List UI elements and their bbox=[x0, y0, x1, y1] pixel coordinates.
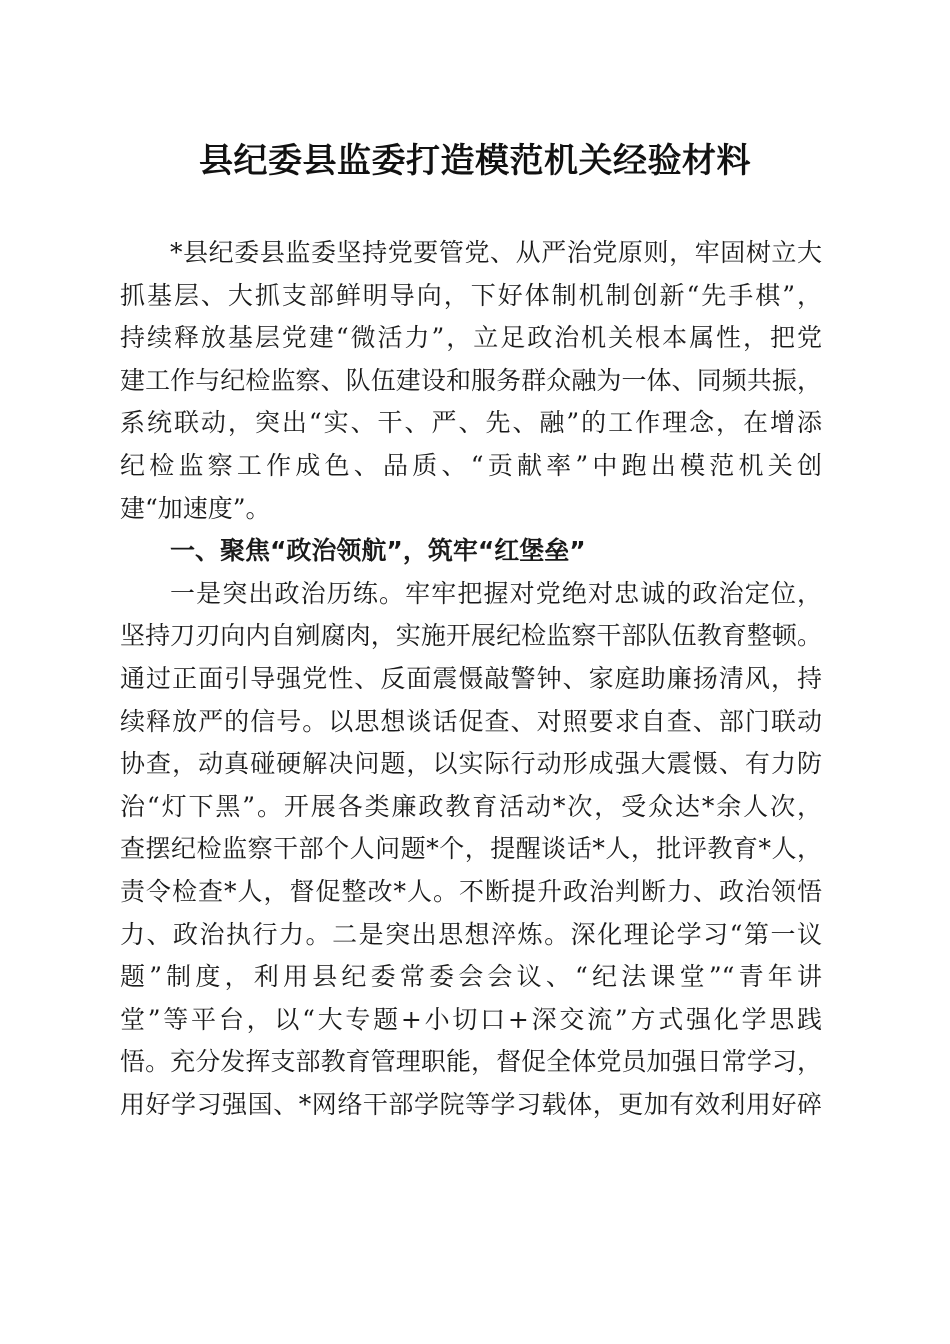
paragraph-2-line: 力、政治执行力。二是突出思想淬炼。深化理论学习“第一议 bbox=[120, 919, 822, 949]
paragraph-2-line: 堂”等平台，以“大专题+小切口+深交流”方式强化学思践 bbox=[120, 1004, 822, 1034]
paragraph-2-line: 协查，动真碰硬解决问题，以实际行动形成强大震慑、有力防 bbox=[120, 749, 822, 779]
paragraph-2-line: 题”制度，利用县纪委常委会会议、“纪法课堂”“青年讲 bbox=[120, 962, 822, 992]
paragraph-2-line: 悟。充分发挥支部教育管理职能，督促全体党员加强日常学习， bbox=[120, 1047, 822, 1077]
paragraph-1-line: 建工作与纪检监察、队伍建设和服务群众融为一体、同频共振， bbox=[120, 365, 822, 395]
paragraph-2-line: 责令检查*人，督促整改*人。不断提升政治判断力、政治领悟 bbox=[120, 876, 822, 906]
paragraph-2-line: 用好学习强国、*网络干部学院等学习载体，更加有效利用好碎 bbox=[120, 1089, 822, 1119]
paragraph-1-line: *县纪委县监委坚持党要管党、从严治党原则，牢固树立大 bbox=[170, 238, 822, 267]
paragraph-2-line: 续释放严的信号。以思想谈话促查、对照要求自查、部门联动 bbox=[120, 706, 822, 736]
paragraph-2-line: 治“灯下黑”。开展各类廉政教育活动*次，受众达*余人次， bbox=[120, 791, 822, 821]
paragraph-2-line: 通过正面引导强党性、反面震慑敲警钟、家庭助廉扬清风，持 bbox=[120, 663, 822, 693]
paragraph-1-line: 系统联动，突出“实、干、严、先、融”的工作理念，在增添 bbox=[120, 408, 822, 438]
document-title: 县纪委县监委打造模范机关经验材料 bbox=[199, 141, 751, 181]
paragraph-2-line: 一是突出政治历练。牢牢把握对党绝对忠诚的政治定位， bbox=[170, 578, 822, 608]
paragraph-1-line: 纪检监察工作成色、品质、“贡献率”中跑出模范机关创 bbox=[120, 450, 822, 480]
paragraph-1-line: 抓基层、大抓支部鲜明导向，下好体制机制创新“先手棋”， bbox=[120, 280, 822, 310]
paragraph-2-line: 坚持刀刃向内自剜腐肉，实施开展纪检监察干部队伍教育整顿。 bbox=[120, 621, 822, 651]
section-heading: 一、聚焦“政治领航”，筑牢“红堡垒” bbox=[170, 536, 586, 566]
paragraph-2-line: 查摆纪检监察干部个人问题*个，提醒谈话*人，批评教育*人， bbox=[120, 834, 822, 864]
paragraph-1-line: 建“加速度”。 bbox=[120, 493, 271, 523]
paragraph-1-line: 持续释放基层党建“微活力”，立足政治机关根本属性，把党 bbox=[120, 323, 822, 353]
document-body bbox=[120, 232, 822, 1126]
